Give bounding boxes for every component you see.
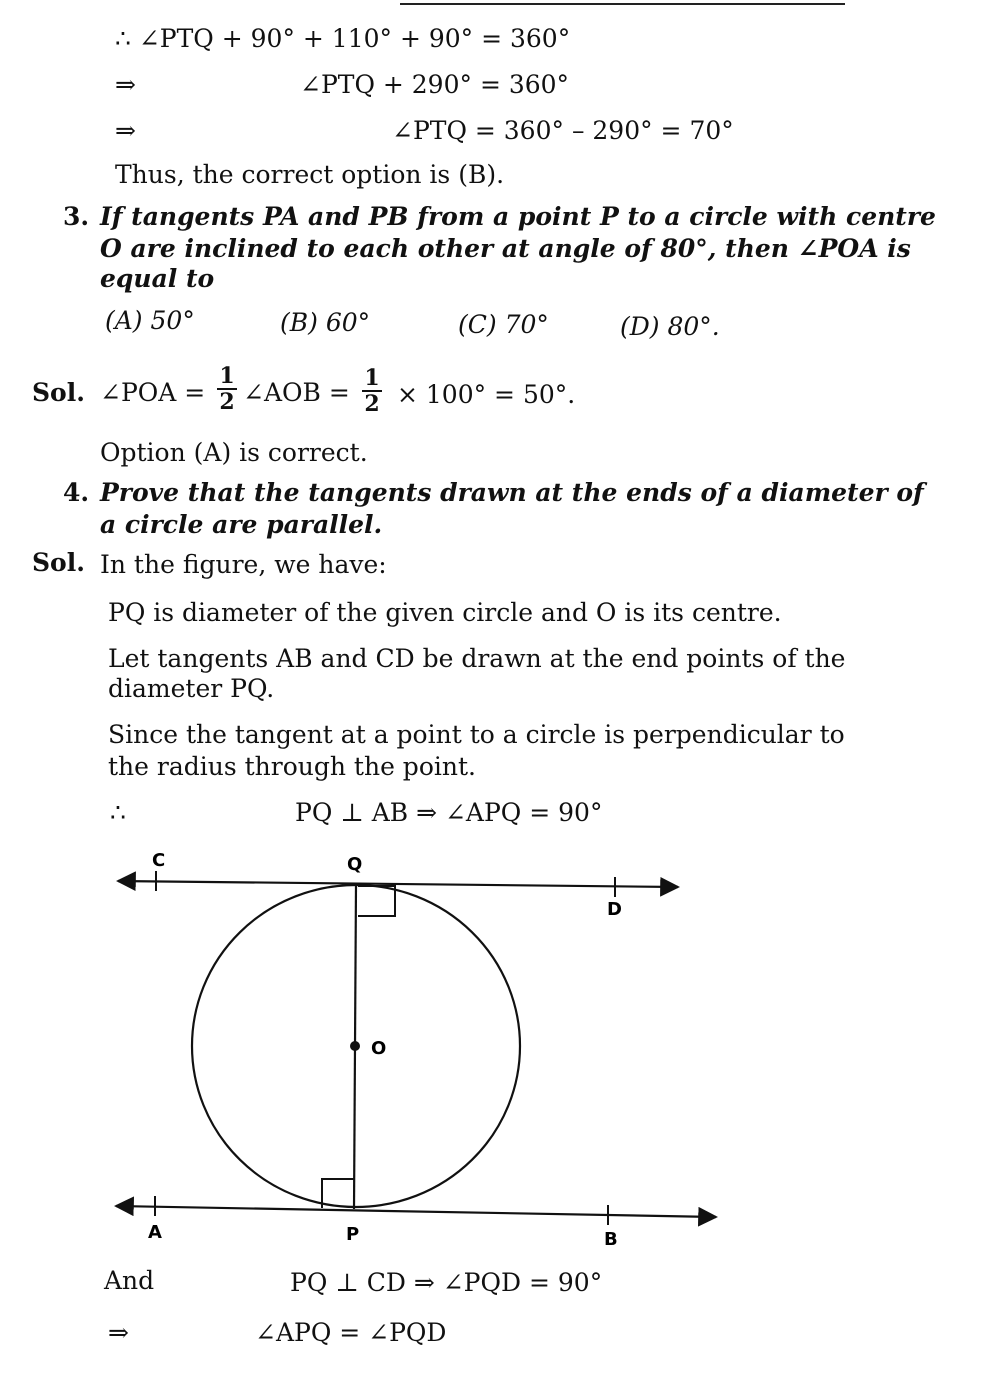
tangent-line-ab	[116, 1206, 716, 1217]
solution-3-mid: ∠AOB =	[243, 378, 350, 407]
fraction-half-1	[217, 364, 237, 414]
option-c: (C) 70°	[458, 310, 549, 339]
implies-arrow-3: ⇒	[108, 1318, 129, 1347]
fraction-half-2	[362, 366, 382, 416]
equation-pq-perp-ab: PQ ⊥ AB ⇒ ∠APQ = 90°	[295, 798, 603, 827]
equation-line-3: ∠PTQ = 360° – 290° = 70°	[392, 116, 734, 145]
solution-4-para-3a: Since the tangent at a point to a circle is perpendicular to	[108, 720, 845, 749]
label-o: O	[371, 1038, 387, 1059]
solution-3-label: Sol.	[32, 378, 85, 407]
solution-4-intro: In the figure, we have:	[100, 550, 387, 579]
question-4-number: 4.	[63, 478, 90, 507]
question-3-number: 3.	[63, 202, 90, 231]
solution-4-para-2b: diameter PQ.	[108, 674, 275, 703]
option-b: (B) 60°	[280, 308, 371, 337]
top-rule	[400, 3, 845, 5]
option-a: (A) 50°	[105, 306, 195, 335]
solution-3-option: Option (A) is correct.	[100, 438, 368, 467]
fraction-numerator: 1	[217, 364, 237, 390]
equation-line-1: ∴ ∠PTQ + 90° + 110° + 90° = 360°	[115, 24, 571, 53]
solution-3-lhs: ∠POA =	[100, 378, 206, 407]
question-3-text-1: If tangents PA and PB from a point P to a circle with centre	[100, 202, 936, 231]
label-p: P	[346, 1224, 360, 1245]
tangent-line-cd	[118, 881, 678, 887]
question-4-text-1: Prove that the tangents drawn at the ends of a diameter of	[100, 478, 924, 507]
solution-4-para-3b: the radius through the point.	[108, 752, 476, 781]
solution-4-para-2a: Let tangents AB and CD be drawn at the end points of the	[108, 644, 846, 673]
label-a: A	[148, 1222, 162, 1243]
equation-pq-perp-cd: PQ ⊥ CD ⇒ ∠PQD = 90°	[290, 1268, 603, 1297]
fraction-numerator: 1	[362, 366, 382, 392]
label-q: Q	[347, 854, 363, 875]
fraction-denominator: 2	[364, 391, 380, 417]
implies-arrow-2: ⇒	[115, 116, 136, 145]
label-b: B	[604, 1229, 618, 1250]
fraction-denominator: 2	[219, 389, 235, 415]
conclusion-line: Thus, the correct option is (B).	[115, 160, 505, 189]
solution-4-label: Sol.	[32, 548, 85, 577]
option-d: (D) 80°.	[620, 312, 720, 341]
question-4-text-2: a circle are parallel.	[100, 510, 383, 539]
tangent-figure	[0, 840, 1000, 1260]
solution-4-para-1: PQ is diameter of the given circle and O is its centre.	[108, 598, 782, 627]
and-label: And	[104, 1266, 155, 1295]
label-d: D	[607, 899, 622, 920]
centre-point	[350, 1041, 360, 1051]
implies-arrow-1: ⇒	[115, 70, 136, 99]
question-3-text-3: equal to	[100, 264, 215, 293]
equation-line-2: ∠PTQ + 290° = 360°	[300, 70, 570, 99]
label-c: C	[152, 850, 166, 871]
equation-angles-equal: ∠APQ = ∠PQD	[255, 1318, 447, 1347]
question-3-text-2: O are inclined to each other at angle of 80°, then ∠POA is	[100, 234, 911, 263]
solution-3-rhs: × 100° = 50°.	[397, 380, 576, 409]
therefore-symbol: ∴	[110, 798, 126, 827]
right-angle-q	[358, 886, 395, 916]
